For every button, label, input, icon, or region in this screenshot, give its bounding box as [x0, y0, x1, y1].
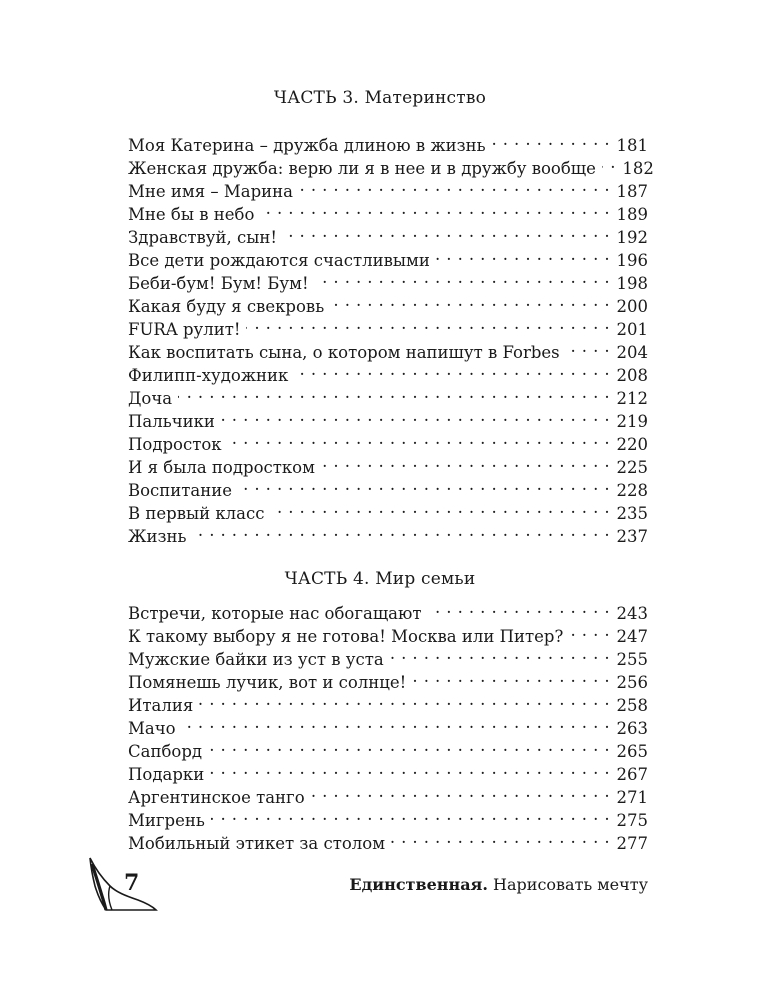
- dot-leader: [391, 826, 610, 849]
- toc-entry-page: 267: [616, 765, 648, 784]
- toc-entry-page: 243: [616, 604, 648, 623]
- toc-entry-page: 225: [616, 458, 648, 477]
- toc-entry-label: Беби-бум! Бум! Бум!: [128, 274, 309, 293]
- toc-entry-label: Все дети рождаются счастливыми: [128, 251, 430, 270]
- toc-entry-label: Жизнь: [128, 527, 187, 546]
- toc-entry-label: Как воспитать сына, о котором напишут в Forbes: [128, 343, 560, 362]
- toc-entry-page: 247: [616, 627, 648, 646]
- toc-entry-page: 228: [616, 481, 648, 500]
- toc-entry-page: 200: [616, 297, 648, 316]
- dot-leader: [246, 312, 610, 335]
- toc-entry-label: Сапборд: [128, 742, 203, 761]
- toc-entry-page: 277: [616, 834, 648, 853]
- toc-entry-label: Филипп-художник: [128, 366, 289, 385]
- toc-entry-label: Мне бы в небо: [128, 205, 255, 224]
- dot-leader: [294, 358, 610, 381]
- dot-leader: [299, 174, 610, 197]
- dot-leader: [221, 404, 610, 427]
- toc-entry-label: FURA рулит!: [128, 320, 241, 339]
- dot-leader: [238, 473, 610, 496]
- part4-title: ЧАСТЬ 4. Мир семьи: [284, 569, 476, 589]
- toc-entry-page: 220: [616, 435, 648, 454]
- toc-entry-label: Мне имя – Марина: [128, 182, 294, 201]
- toc-entry-page: 201: [616, 320, 648, 339]
- dot-leader: [315, 266, 610, 289]
- toc-entry-label: Женская дружба: верю ли я в нее и в дружбу вообще: [128, 159, 596, 178]
- toc-entry: [128, 404, 648, 431]
- toc-entry-label: К такому выбору я не готова! Москва или Питер?: [128, 627, 564, 646]
- dot-leader: [208, 734, 610, 757]
- toc-entry-page: 219: [616, 412, 648, 431]
- toc-entry-label: Какая буду я свекровь: [128, 297, 325, 316]
- toc-entry: [128, 519, 648, 546]
- toc-entry-label: Мобильный этикет за столом: [128, 834, 386, 853]
- dot-leader: [178, 381, 610, 404]
- toc-entry-page: 255: [616, 650, 648, 669]
- toc-entry: [128, 596, 648, 623]
- toc-entry-page: 271: [616, 788, 648, 807]
- toc-entry-label: Подарки: [128, 765, 205, 784]
- toc-entry-label: Здравствуй, сын!: [128, 228, 277, 247]
- toc-entry-page: 208: [616, 366, 648, 385]
- dot-leader: [193, 519, 610, 542]
- toc-entry-label: Встречи, которые нас обогащают: [128, 604, 422, 623]
- part3-toc: [128, 128, 654, 546]
- dot-leader: [428, 596, 610, 619]
- dot-leader: [569, 619, 610, 642]
- toc-entry-page: 256: [616, 673, 648, 692]
- toc-entry-page: 212: [616, 389, 648, 408]
- dot-leader: [270, 496, 610, 519]
- running-footer: [349, 874, 648, 896]
- toc-entry-page: 263: [616, 719, 648, 738]
- toc-entry-label: Аргентинское танго: [128, 788, 305, 807]
- high-heel-shoe-icon: [86, 856, 158, 916]
- dot-leader: [436, 243, 610, 266]
- toc-entry-page: 258: [616, 696, 648, 715]
- dot-leader: [210, 757, 610, 780]
- toc-entry-page: 204: [616, 343, 648, 362]
- toc-entry-label: Мачо: [128, 719, 176, 738]
- toc-entry: [128, 381, 648, 408]
- toc-entry-label: Доча: [128, 389, 173, 408]
- toc-entry-label: Подросток: [128, 435, 222, 454]
- toc-entry-page: 192: [616, 228, 648, 247]
- toc-entry: [128, 734, 648, 761]
- toc-entry: [128, 826, 648, 853]
- toc-entry-label: Мужские байки из уст в уста: [128, 650, 384, 669]
- toc-entry-page: 265: [616, 742, 648, 761]
- part3-title: ЧАСТЬ 3. Материнство: [273, 88, 487, 108]
- dot-leader: [321, 450, 610, 473]
- toc-entry-label: Помянешь лучик, вот и солнце!: [128, 673, 407, 692]
- dot-leader: [566, 335, 610, 358]
- dot-leader: [412, 665, 610, 688]
- toc-entry-label: Воспитание: [128, 481, 233, 500]
- dot-leader: [199, 688, 610, 711]
- dot-leader: [182, 711, 610, 734]
- page-number: 7: [124, 870, 140, 896]
- dot-leader: [492, 128, 610, 151]
- dot-leader: [390, 642, 610, 665]
- book-title: Единственная.: [349, 875, 488, 894]
- toc-entry: [128, 711, 648, 738]
- toc-entry: [128, 688, 648, 715]
- toc-entry: [128, 757, 648, 784]
- dot-leader: [211, 803, 610, 826]
- toc-entry-page: 189: [616, 205, 648, 224]
- dot-leader: [602, 151, 616, 174]
- toc-entry: [128, 780, 648, 807]
- toc-entry-page: 235: [616, 504, 648, 523]
- dot-leader: [311, 780, 610, 803]
- toc-entry-page: 182: [622, 159, 654, 178]
- dot-leader: [283, 220, 610, 243]
- dot-leader: [228, 427, 610, 450]
- dot-leader: [330, 289, 610, 312]
- toc-entry-page: 275: [616, 811, 648, 830]
- toc-entry-label: Мигрень: [128, 811, 205, 830]
- toc-entry-page: 237: [616, 527, 648, 546]
- toc-entry-label: Пальчики: [128, 412, 215, 431]
- part4-toc: [128, 596, 648, 853]
- toc-entry-label: И я была подростком: [128, 458, 315, 477]
- toc-entry-page: 187: [616, 182, 648, 201]
- toc-entry-page: 181: [616, 136, 648, 155]
- toc-entry-page: 198: [616, 274, 648, 293]
- toc-entry-label: В первый класс: [128, 504, 265, 523]
- dot-leader: [260, 197, 610, 220]
- book-subtitle: Нарисовать мечту: [493, 875, 648, 894]
- toc-entry: [128, 128, 648, 155]
- toc-entry-label: Моя Катерина – дружба длиною в жизнь: [128, 136, 486, 155]
- toc-entry-label: Италия: [128, 696, 194, 715]
- toc-entry-page: 196: [616, 251, 648, 270]
